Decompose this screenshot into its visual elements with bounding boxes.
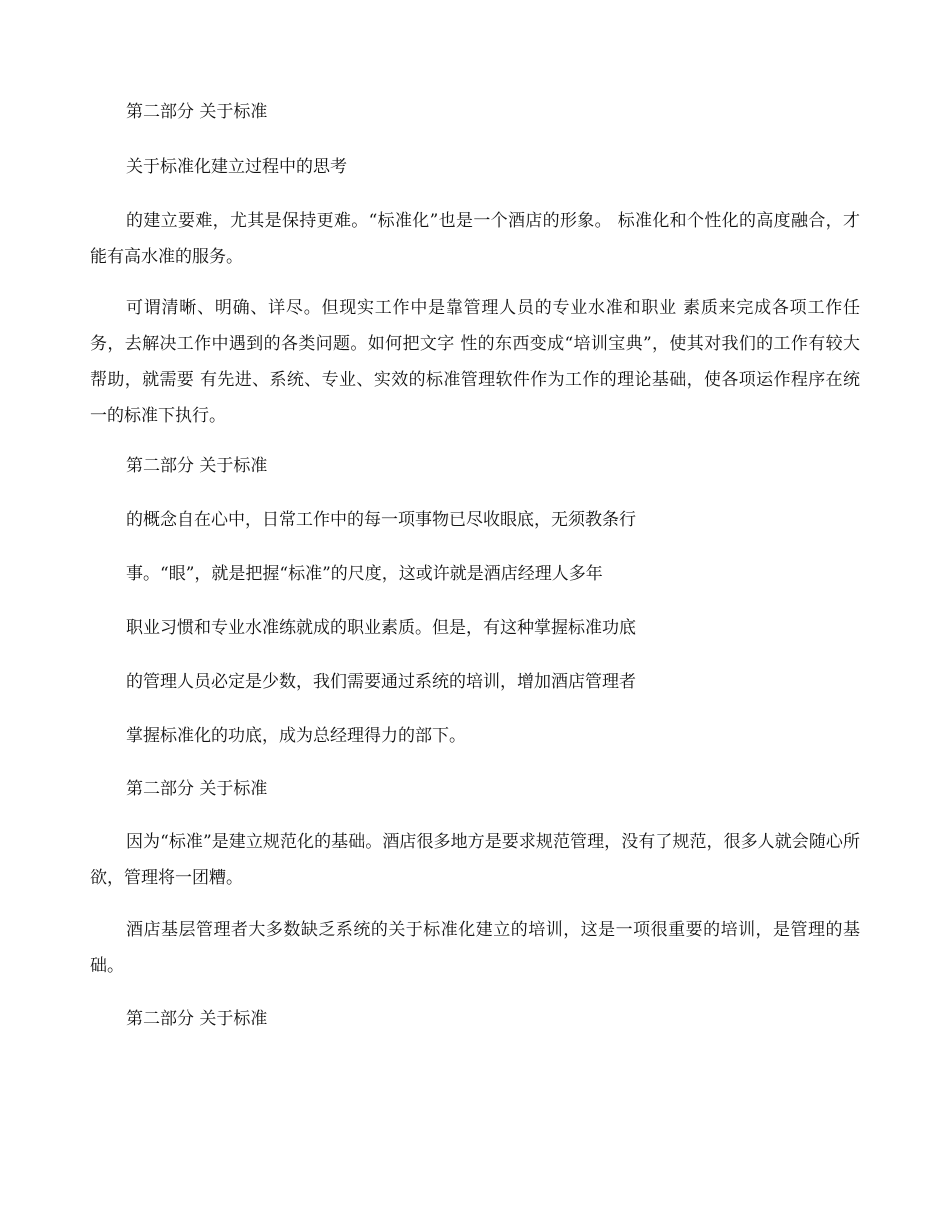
paragraph-line: 掌握标准化的功底，成为总经理得力的部下。 xyxy=(126,726,466,746)
paragraph: 因为“标准”是建立规范化的基础。酒店很多地方是要求规范管理，没有了规范，很多人就会随心所欲，管理将一团糟。 xyxy=(90,832,860,888)
section-heading: 第二部分 关于标准 xyxy=(126,102,268,122)
paragraph-line: 事。“眼”，就是把握“标准”的尺度，这或许就是酒店经理人多年 xyxy=(126,564,603,584)
paragraph: 酒店基层管理者大多数缺乏系统的关于标准化建立的培训，这是一项很重要的培训，是管理的基础。 xyxy=(90,920,860,976)
section-heading: 第二部分 关于标准 xyxy=(126,456,268,476)
paragraph-line: 职业习惯和专业水准练就成的职业素质。但是，有这种掌握标准功底 xyxy=(126,618,636,638)
subheading: 关于标准化建立过程中的思考 xyxy=(126,157,347,177)
paragraph-line: 的管理人员必定是少数，我们需要通过系统的培训，增加酒店管理者 xyxy=(126,672,636,692)
paragraph: 可谓清晰、明确、详尽。但现实工作中是靠管理人员的专业水准和职业 素质来完成各项工作任务，去解决工作中遇到的各类问题。如何把文字 性的东西变成“培训宝典”，使其对我们的工作有较大帮助，就需要 有先进、系统、专业、实效的标准管理软件作为工作的理论基础，使各项运作程序在统一的标准下执行。 xyxy=(90,298,860,426)
paragraph: 的建立要难，尤其是保持更难。“标准化”也是一个酒店的形象。 标准化和个性化的高度融合，才能有高水准的服务。 xyxy=(90,211,860,267)
section-heading: 第二部分 关于标准 xyxy=(126,1009,268,1029)
section-heading: 第二部分 关于标准 xyxy=(126,779,268,799)
paragraph-line: 的概念自在心中，日常工作中的每一项事物已尽收眼底，无须教条行 xyxy=(126,510,636,530)
